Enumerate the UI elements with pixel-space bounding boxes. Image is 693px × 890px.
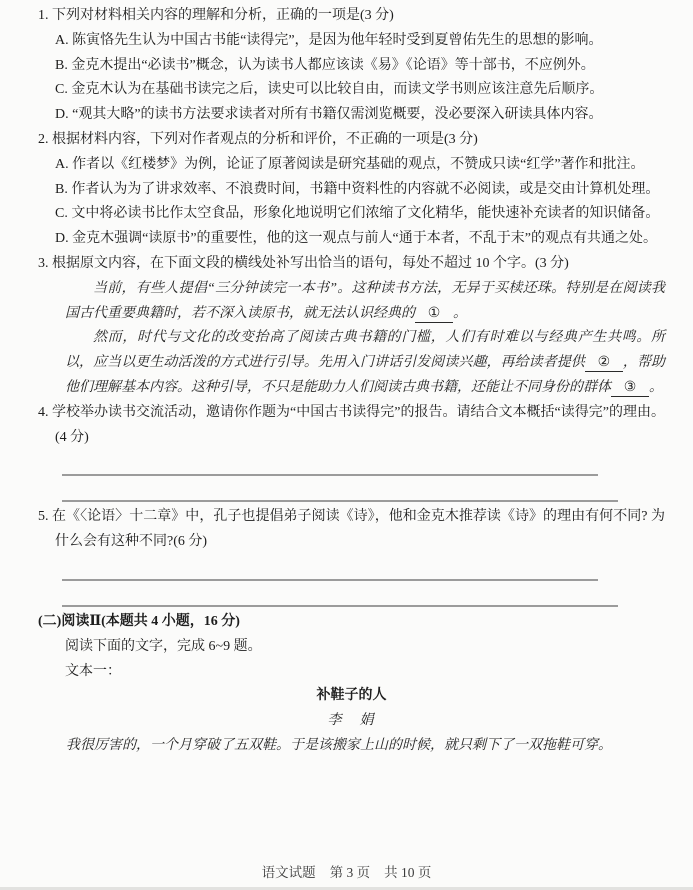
fill-in-blank-2: ② xyxy=(585,354,623,372)
question-1-option-d: D. “观其大略”的读书方法要求读者对所有书籍仅需浏览概要，没必要深入研读具体内容。 xyxy=(55,107,603,123)
question-1 xyxy=(38,4,665,128)
question-2-option-d: D. 金克木强调“读原书”的重要性，他的这一观点与前人“通于本者，不乱于末”的观点有共通之处。 xyxy=(55,231,657,247)
section-2-header: (二)阅读Ⅱ(本题共 4 小题，16 分) xyxy=(38,613,240,629)
fill-in-blank-3: ③ xyxy=(611,379,649,397)
answer-line xyxy=(62,581,618,607)
question-4-answer-area xyxy=(38,450,665,502)
footer-page-number: 第 3 页 xyxy=(329,865,371,880)
answer-line xyxy=(62,476,618,502)
question-1-stem: 1. 下列对材料相关内容的理解和分析，正确的一项是(3 分) xyxy=(38,8,394,23)
passage-1-text: 当前，有些人提倡“三分钟读完一本书”。这种读书方法，无异于买椟还珠。特别是在阅读我国古代重要典籍时，若不深入读原书，就无法认识经典的 xyxy=(65,280,665,321)
question-1-option-c: C. 金克木认为在基础书读完之后，读史可以比较自由，而读文学书则应该注意先后顺序。 xyxy=(55,82,604,98)
passage-paragraph-1 xyxy=(65,277,665,327)
question-5 xyxy=(38,505,665,607)
question-1-option-a: A. 陈寅恪先生认为中国古书能“读得完”，是因为他年轻时受到夏曾佑先生的思想的影响。 xyxy=(55,32,603,48)
passage-2-mid: ，帮助他们理解基本内容。这种引导，不只是能助力人们阅读古典书籍，还能让不同身份的群体 xyxy=(65,355,666,395)
question-5-stem: 5. 在《〈论语〉十二章》中，孔子也提倡弟子阅读《诗》，他和金克木推荐读《诗》的理由有何不同? 为什么会有这种不同?(6 分) xyxy=(38,509,665,550)
question-2-option-b: B. 作者认为为了讲求效率、不浪费时间，书籍中资料性的内容就不必阅读，或是交由计算机处理。 xyxy=(55,181,660,197)
passage-2-end: 。 xyxy=(649,379,663,395)
question-2 xyxy=(38,128,665,252)
text-one-title: 补鞋子的人 xyxy=(316,688,387,704)
question-3-passage xyxy=(38,277,665,401)
question-1-option-b: B. 金克木提出“必读书”概念，认为读书人都应该读《易》《论语》等十部书，不应例外。 xyxy=(55,57,595,73)
question-2-stem: 2. 根据材料内容，下列对作者观点的分析和评价，不正确的一项是(3 分) xyxy=(38,131,478,147)
passage-2-text: 然而，时代与文化的改变抬高了阅读古典书籍的门槛，人们有时难以与经典产生共鸣。所以，应当以更生动活泼的方式进行引导。先用入门讲话引发阅读兴趣，再给读者提供 xyxy=(65,330,665,371)
question-4-stem: 4. 学校举办读书交流活动，邀请你作题为“中国古书读得完”的报告。请结合文本概括“读得完”的理由。(4 分) xyxy=(38,404,665,445)
section-2 xyxy=(38,610,665,759)
text-one-label: 文本一： xyxy=(65,663,121,679)
question-5-answer-area xyxy=(38,555,665,607)
question-3-stem: 3. 根据原文内容，在下面文段的横线处补写出恰当的语句，每处不超过 10 个字。(3 分) xyxy=(38,255,569,271)
question-2-option-a: A. 作者以《红楼梦》为例，论证了原著阅读是研究基础的观点，不赞成只读“红学”著作和批注。 xyxy=(55,156,645,172)
passage-paragraph-2 xyxy=(65,326,665,400)
answer-line xyxy=(62,555,598,581)
fill-in-blank-1: ① xyxy=(415,305,453,323)
footer-total-pages: 共 10 页 xyxy=(384,865,432,880)
answer-line xyxy=(62,450,598,476)
question-3 xyxy=(38,252,665,401)
question-4 xyxy=(38,401,665,503)
text-one-paragraph: 我很厉害的，一个月穿破了五双鞋。于是该搬家上山的时候，就只剩下了一双拖鞋可穿。 xyxy=(66,737,612,753)
page-footer xyxy=(0,865,693,881)
text-one-author: 李 娟 xyxy=(327,713,376,729)
section-2-instruction: 阅读下面的文字，完成 6~9 题。 xyxy=(65,638,262,654)
question-2-option-c: C. 文中将必读书比作太空食品，形象化地说明它们浓缩了文化精华，能快速补充读者的知识储备。 xyxy=(55,206,660,222)
passage-1-end: 。 xyxy=(453,305,467,321)
footer-doc-label: 语文试题 xyxy=(261,865,316,880)
